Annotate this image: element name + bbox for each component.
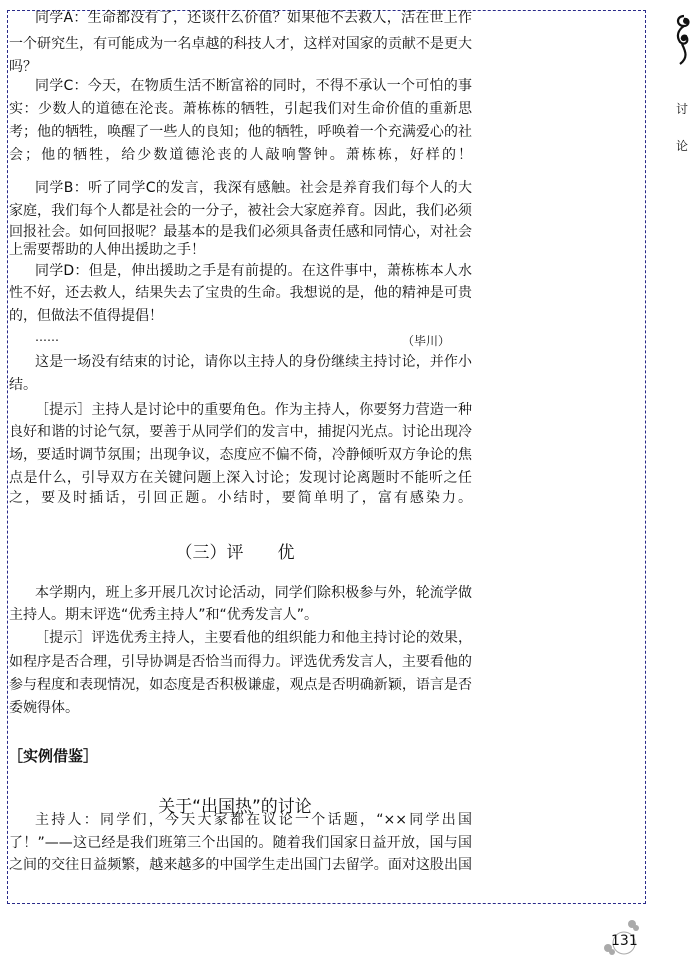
text-line: ［提示］评选优秀主持人，主要看他的组织能力和他主持讨论的效果， bbox=[35, 630, 472, 646]
text-line: 之，要及时插话，引回正题。小结时，要简单明了，富有感染力。 bbox=[9, 490, 472, 506]
text-line: 委婉得体。 bbox=[9, 700, 79, 716]
text-line: 上需要帮助的人伸出援助之手！ bbox=[9, 242, 205, 258]
ellipsis: …… bbox=[35, 330, 59, 344]
text-line: 实：少数人的道德在沦丧。萧栋栋的牺牲，引起我们对生命价值的重新思 bbox=[9, 101, 472, 117]
text-line: 结。 bbox=[9, 377, 37, 393]
side-char-1: 讨 bbox=[676, 102, 689, 116]
text-line: ［提示］主持人是讨论中的重要角色。作为主持人，你要努力营造一种 bbox=[35, 402, 472, 418]
text-line: 良好和谐的讨论气氛，要善于从同学们的发言中，捕捉闪光点。讨论出现冷 bbox=[9, 424, 472, 440]
text-line: 同学A：生命都没有了，还谈什么价值？如果他不去救人，活在世上作 bbox=[35, 10, 472, 26]
text-line: 如程序是否合理，引导协调是否恰当而得力。评选优秀发言人，主要看他的 bbox=[9, 654, 472, 670]
text-line: 主持人：同学们，今天大家都在议论一个话题，“××同学出国 bbox=[35, 812, 472, 828]
example-label: ［实例借鉴］ bbox=[8, 747, 99, 765]
text-line: 之间的交往日益频繁，越来越多的中国学生走出国门去留学。面对这股出国 bbox=[9, 857, 472, 873]
text-line: 这是一场没有结束的讨论，请你以主持人的身份继续主持讨论，并作小 bbox=[35, 354, 472, 370]
text-line: 会；他的牺牲，给少数道德沦丧的人敲响警钟。萧栋栋，好样的！ bbox=[9, 147, 472, 163]
text-line: 主持人。期末评选“优秀主持人”和“优秀发言人”。 bbox=[9, 607, 319, 623]
side-char-2: 论 bbox=[676, 139, 689, 153]
text-line: 同学B：听了同学C的发言，我深有感触。社会是养育我们每个人的大 bbox=[35, 180, 472, 196]
text-line: 场，要适时调节氛围；出现争议，态度应不偏不倚，冷静倾听双方争论的焦 bbox=[9, 447, 472, 463]
text-line: 的，但做法不值得提倡！ bbox=[9, 308, 163, 324]
text-line: 考；他的牺牲，唤醒了一些人的良知；他的牺牲，呼唤着一个充满爱心的社 bbox=[9, 124, 472, 140]
text-line: 了！”——这已经是我们班第三个出国的。随着我们国家日益开放，国与国 bbox=[9, 835, 472, 851]
text-line: 点是什么，引导双方在关键问题上深入讨论；发现讨论离题时不能听之任 bbox=[9, 470, 472, 486]
example-title: 关于“出国热”的讨论 bbox=[158, 797, 312, 817]
text-line: 回报社会。如何回报呢？最基本的是我们必须具备责任感和同情心，对社会 bbox=[9, 224, 472, 240]
author-credit: （毕川） bbox=[402, 334, 451, 348]
text-line: 家庭，我们每个人都是社会的一分子，被社会大家庭养育。因此，我们必须 bbox=[9, 203, 472, 219]
section-heading: （三）评 优 bbox=[175, 543, 295, 563]
text-line: 同学C：今天，在物质生活不断富裕的同时，不得不承认一个可怕的事 bbox=[35, 78, 472, 94]
text-line: 一个研究生，有可能成为一名卓越的科技人才，这样对国家的贡献不是更大 bbox=[9, 36, 472, 52]
text-line: 本学期内，班上多开展几次讨论活动，同学们除积极参与外，轮流学做 bbox=[35, 585, 472, 601]
ornament-swirl-icon bbox=[672, 12, 696, 67]
text-line: 性不好，还去救人，结果失去了宝贵的生命。我想说的是，他的精神是可贵 bbox=[9, 285, 472, 301]
text-line: 参与程度和表现情况，如态度是否积极谦虚，观点是否明确新颖，语言是否 bbox=[9, 677, 472, 693]
text-line: 同学D：但是，伸出援助之手是有前提的。在这件事中，萧栋栋本人水 bbox=[35, 263, 472, 279]
text-line: 吗？ bbox=[9, 59, 37, 75]
page-number: 131 bbox=[611, 933, 638, 949]
